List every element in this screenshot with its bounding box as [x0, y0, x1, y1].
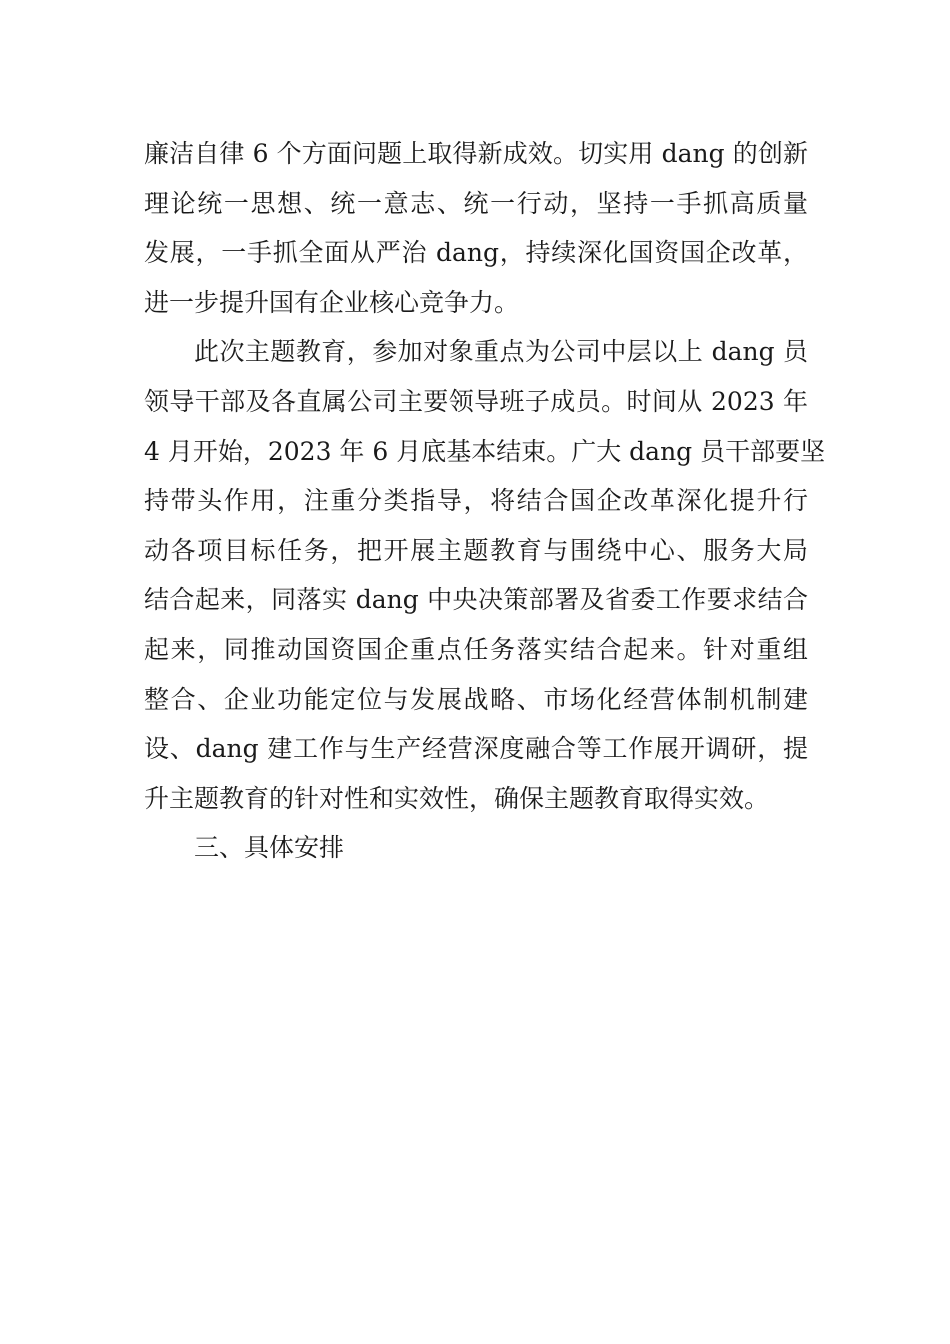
paragraph-line: 领导干部及各直属公司主要领导班子成员。时间从 2023 年	[144, 386, 808, 416]
paragraph-line: 进一步提升国有企业核心竞争力。	[144, 287, 520, 317]
paragraph-line: 动各项目标任务，把开展主题教育与围绕中心、服务大局	[144, 535, 808, 565]
document-body	[144, 129, 826, 873]
paragraph-line: 理论统一思想、统一意志、统一行动，坚持一手抓高质量	[144, 188, 808, 218]
paragraph-1	[144, 129, 808, 327]
paragraph-line: 结合起来，同落实 dang 中央决策部署及省委工作要求结合	[144, 585, 808, 615]
paragraph-line: 起来，同推动国资国企重点任务落实结合起来。针对重组	[144, 634, 808, 664]
paragraph-line: 设、dang 建工作与生产经营深度融合等工作展开调研，提	[144, 734, 808, 764]
paragraph-line: 整合、企业功能定位与发展战略、市场化经营体制机制建	[144, 684, 808, 714]
paragraph-line: 此次主题教育，参加对象重点为公司中层以上 dang 员	[194, 337, 808, 367]
paragraph-line: 发展，一手抓全面从严治 dang，持续深化国资国企改革，	[144, 238, 808, 268]
paragraph-line: 升主题教育的针对性和实效性，确保主题教育取得实效。	[144, 783, 770, 813]
paragraph-line: 4 月开始，2023 年 6 月底基本结束。广大 dang 员干部要坚	[144, 436, 826, 466]
paragraph-line: 持带头作用，注重分类指导，将结合国企改革深化提升行	[144, 486, 808, 516]
section-heading: 三、具体安排	[194, 833, 345, 863]
paragraph-line: 廉洁自律 6 个方面问题上取得新成效。切实用 dang 的创新	[144, 139, 808, 168]
paragraph-2	[144, 327, 826, 823]
